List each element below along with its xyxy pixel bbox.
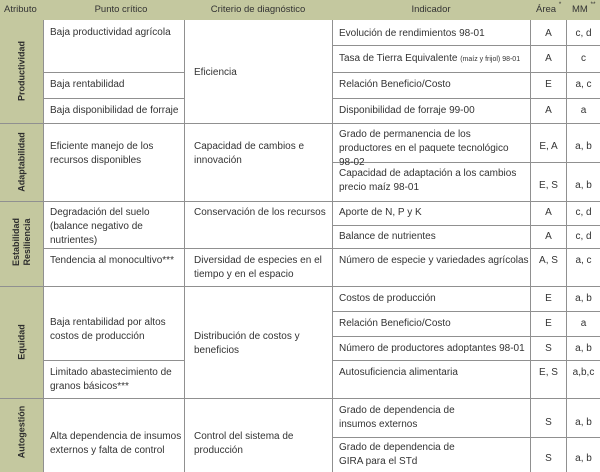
indicador-cell: Relación Beneficio/Costo (339, 79, 451, 90)
area-cell: E (545, 79, 552, 90)
header-area: Área * (536, 1, 562, 15)
mm-cell: c, d (575, 207, 592, 218)
area-cell: E, A (539, 141, 558, 152)
mm-cell: a, b (575, 453, 592, 464)
area-cell: E (545, 293, 552, 304)
indicador-cell: Evolución de rendimientos 98-01 (339, 28, 485, 39)
indicador-cell: Relación Beneficio/Costo (339, 318, 451, 329)
indicador-cell: Tasa de Tierra Equivalente (maíz y frijol) 98-01 (339, 53, 521, 64)
area-cell: E (545, 318, 552, 329)
punto-critico-cell: Baja disponibilidad de forraje (50, 105, 179, 116)
area-cell: S (545, 343, 552, 354)
mm-cell: a (580, 318, 587, 329)
mm-cell: c, d (575, 231, 592, 242)
mm-cell: a, b (575, 180, 592, 191)
punto-critico-cell: Alta dependencia de insumos externos y falta de control (50, 431, 182, 456)
indicador-cell: Número de productores adoptantes 98-01 (339, 343, 525, 354)
header-indicador: Indicador (411, 4, 451, 15)
criterio-cell: Control del sistema de producción (194, 431, 294, 456)
mm-cell: a (580, 105, 587, 116)
indicador-cell: Disponibilidad de forraje 99-00 (339, 105, 475, 116)
mm-cell: a, b (575, 293, 592, 304)
indicador-cell: Capacidad de adaptación a los cambios precio maíz 98-01 (339, 168, 517, 193)
indicador-cell: Costos de producción (339, 293, 436, 304)
criterio-cell: Conservación de los recursos (194, 207, 326, 218)
mm-cell: c, d (575, 28, 592, 39)
area-cell: A (545, 105, 552, 116)
indicador-cell: Número de especie y variedades agrícolas (339, 255, 529, 266)
indicador-cell: Autosuficiencia alimentaria (339, 367, 458, 378)
indicador-cell: Aporte de N, P y K (339, 207, 422, 218)
attribute-productividad: Productividad (16, 40, 27, 102)
mm-cell: a, b (575, 417, 592, 428)
mm-cell: a, b (575, 343, 592, 354)
mm-cell: a, b (575, 141, 592, 152)
criterio-cell: Distribución de costos y beneficios (194, 331, 300, 356)
punto-critico-cell: Baja rentabilidad (50, 79, 125, 90)
punto-critico-cell: Tendencia al monocultivo*** (50, 255, 174, 266)
attribute-estabilidad: Estabilidad Resiliencia (11, 217, 32, 267)
mm-cell: a, c (575, 255, 592, 266)
indicador-cell: Balance de nutrientes (339, 231, 436, 242)
header-mm: MM ** (572, 1, 596, 15)
punto-critico-cell: Degradación del suelo (balance negativo de nutrientes) (50, 207, 150, 246)
indicador-cell: Grado de dependencia de insumos externos (339, 405, 455, 430)
mm-cell: a,b,c (572, 367, 595, 378)
attribute-adaptabilidad: Adaptabilidad (16, 132, 27, 192)
mm-cell: a, c (575, 79, 592, 90)
indicador-cell: Grado de permanencia de los productores en el paquete tecnológico 98-02 (339, 129, 509, 168)
attribute-autogestion: Autogestión (16, 405, 27, 459)
area-cell: S (545, 453, 552, 464)
header-punto-critico: Punto crítico (94, 4, 148, 15)
punto-critico-cell: Limitado abastecimiento de granos básicos*** (50, 367, 172, 392)
criterio-cell: Eficiencia (194, 67, 237, 78)
area-cell: A (545, 28, 552, 39)
punto-critico-cell: Baja productividad agrícola (50, 27, 171, 38)
header-criterio: Criterio de diagnóstico (210, 4, 306, 15)
mm-cell: c (581, 53, 586, 64)
area-cell: A (545, 53, 552, 64)
indicador-cell: Grado de dependencia de GIRA para el STd (339, 442, 455, 467)
criterio-cell: Capacidad de cambios e innovación (194, 141, 305, 166)
area-cell: E, S (539, 180, 558, 191)
area-cell: A, S (539, 255, 558, 266)
area-cell: S (545, 417, 552, 428)
header-atributo: Atributo (4, 4, 37, 15)
punto-critico-cell: Eficiente manejo de los recursos disponibles (50, 141, 154, 166)
attribute-equidad: Equidad (16, 324, 27, 360)
area-cell: E, S (539, 367, 558, 378)
criterio-cell: Diversidad de especies en el tiempo y en el espacio (194, 255, 322, 280)
area-cell: A (545, 231, 552, 242)
punto-critico-cell: Baja rentabilidad por altos costos de producción (50, 317, 166, 342)
area-cell: A (545, 207, 552, 218)
